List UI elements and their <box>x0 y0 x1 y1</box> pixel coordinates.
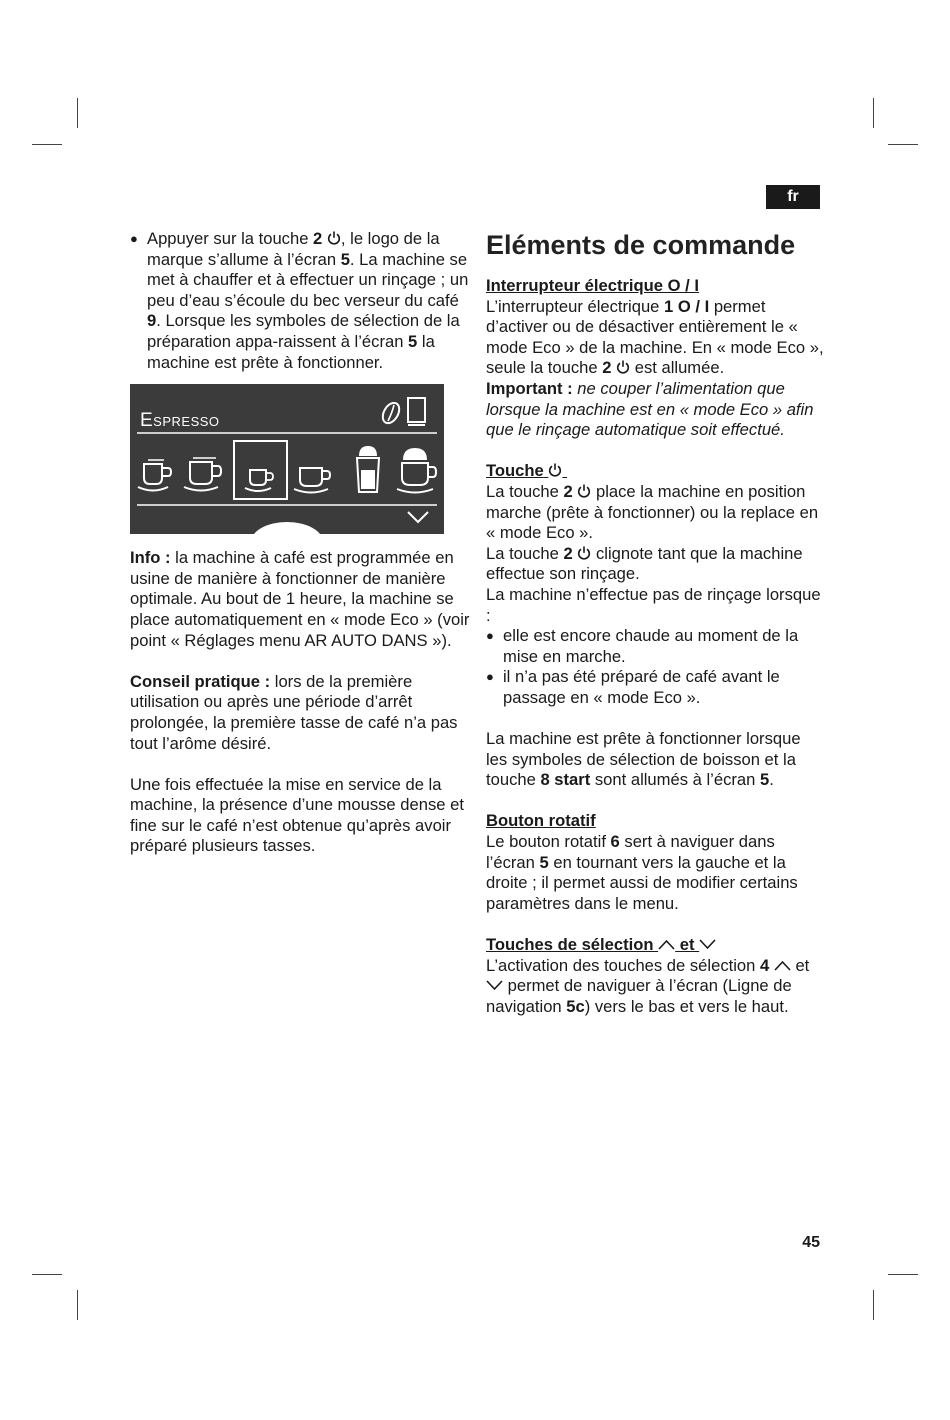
important-note: Important : ne couper l’alimentation que lorsque la machine est en « mode Eco » afin que le rinçage automatique soit effectué. <box>486 378 814 440</box>
coffee-bean-icon <box>379 400 402 426</box>
cup-icon <box>408 398 425 425</box>
section-title-power-key: Touche <box>486 461 826 482</box>
ready-paragraph: La machine est prête à fonctionner lorsque les symboles de sélection de boisson et la touche 8 start sont allumés à l’écran 5. <box>486 729 801 790</box>
cup-icon <box>184 458 221 491</box>
section-title-selection-keys: Touches de sélection et <box>486 935 826 956</box>
power-icon <box>616 360 630 374</box>
tip-paragraph: Conseil pratique : lors de la première utilisation ou après une période d’arrêt prolongée, la première tasse de café n’a pas tout l’arôme désiré. <box>130 671 458 753</box>
chevron-down-icon <box>408 512 428 522</box>
power-key-paragraph-2: La touche 2 clignote tant que la machine effectue son rinçage. <box>486 543 803 584</box>
cup-icon <box>138 460 171 491</box>
rotary-knob-arc <box>251 522 323 534</box>
power-key-paragraph-1: La touche 2 place la machine en position marche (prête à fonctionner) ou la replace en « mode Eco ». <box>486 481 819 543</box>
chevron-up-icon <box>774 959 791 971</box>
power-icon <box>327 231 341 245</box>
left-column <box>130 229 470 857</box>
startup-instruction: ● Appuyer sur la touche 2 , le logo de la marque s’allume à l’écran 5. La machine se met à chauffer et à effectuer un rinçage ; un peu d’eau s’écoule du bec verseur du café 9. Lorsque les symboles de sélection de la préparation appa-raissent à l’écran 5 la machine est prête à fonctionner. <box>130 229 470 373</box>
page-number: 45 <box>802 1234 820 1251</box>
rotary-knob-paragraph: Le bouton rotatif 6 sert à naviguer dans l’écran 5 en tournant vers la gauche et la droite ; il permet aussi de modifier certains paramètres dans le menu. <box>486 832 798 913</box>
list-item: ● elle est encore chaude au moment de la mise en marche. <box>486 626 826 667</box>
crop-mark <box>888 1274 918 1275</box>
power-key-paragraph-3: La machine n’effectue pas de rinçage lorsque : <box>486 584 821 625</box>
section-title-switch: Interrupteur électrique O / I <box>486 276 699 295</box>
cappuccino-cup-icon <box>397 448 436 493</box>
crop-mark <box>873 98 874 128</box>
power-icon <box>577 484 591 498</box>
crop-mark <box>77 1290 78 1320</box>
chevron-up-icon <box>658 938 675 950</box>
machine-display <box>130 384 444 534</box>
list-item: ● il n’a pas été préparé de café avant le passage en « mode Eco ». <box>486 667 826 708</box>
crop-mark <box>77 98 78 128</box>
chevron-down-icon <box>486 979 503 991</box>
latte-glass-icon <box>357 446 379 492</box>
selection-keys-paragraph: L’activation des touches de sélection 4 et permet de naviguer à l’écran (Ligne de navigation 5c) vers le bas et vers le haut. <box>486 955 810 1016</box>
power-icon <box>577 546 591 560</box>
crop-mark <box>888 144 918 145</box>
page-title: Eléments de commande <box>486 230 796 260</box>
espresso-cup-icon <box>245 470 273 491</box>
crop-mark <box>32 1274 62 1275</box>
foam-paragraph: Une fois effectuée la mise en service de la machine, la présence d’une mousse dense et fine sur le café n’est obtenue qu’après avoir préparé plusieurs tasses. <box>130 774 464 856</box>
chevron-down-icon <box>699 938 716 950</box>
cup-icon <box>294 468 330 493</box>
crop-mark <box>32 144 62 145</box>
display-title: Espresso <box>140 410 220 432</box>
switch-paragraph: L’interrupteur électrique 1 O / I permet d’activer ou de désactiver entièrement le « mode Eco » de la machine. En « mode Eco », seule la touche 2 est allumée. <box>486 296 824 378</box>
power-icon <box>548 463 562 477</box>
language-tab: fr <box>766 185 820 209</box>
crop-mark <box>873 1290 874 1320</box>
right-column <box>486 229 826 1017</box>
section-title-rotary-knob: Bouton rotatif <box>486 811 596 831</box>
info-paragraph: Info : la machine à café est programmée en usine de manière à fonctionner de manière optimale. Au bout de 1 heure, la machine se place automatiquement en « mode Eco » (voir point « Réglages menu AR AUTO DANS »). <box>130 548 470 650</box>
